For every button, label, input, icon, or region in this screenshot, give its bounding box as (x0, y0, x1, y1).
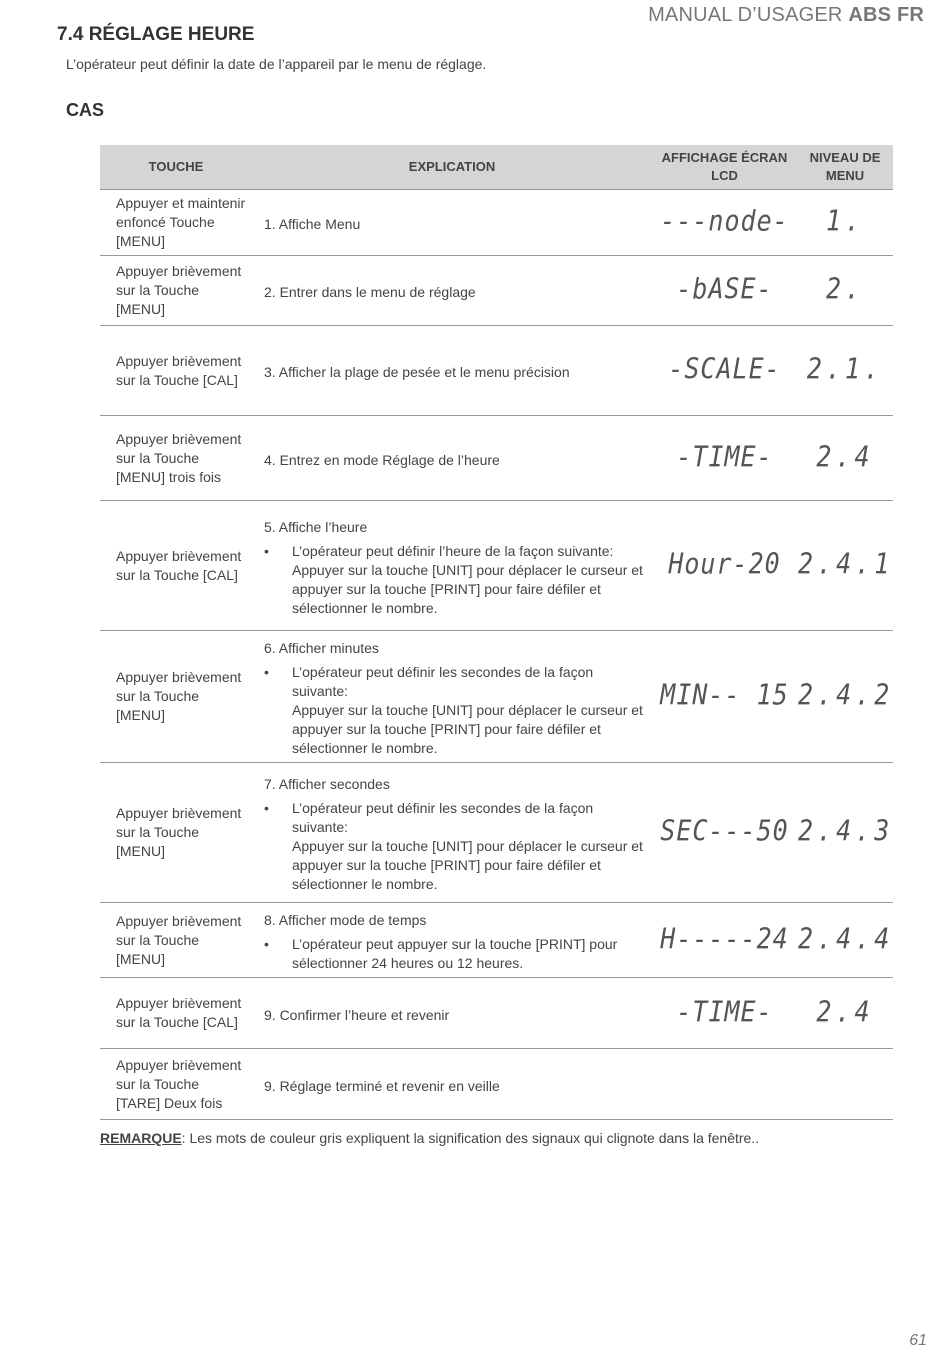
menu-level-text: 2. (825, 271, 865, 306)
explication-text: 6. Afficher minutes (264, 640, 379, 656)
menu-level-cell (797, 326, 893, 416)
explication-cell (252, 763, 652, 903)
remark-text: : Les mots de couleur gris expliquent la signification des signaux qui clignote dans la fenêtre.. (181, 1130, 760, 1146)
bullet-text: L’opérateur peut définir les secondes de la façon suivante: (292, 664, 594, 699)
lcd-cell (652, 1049, 797, 1120)
settings-table (100, 145, 893, 1120)
lcd-display-text: -TIME- (676, 994, 773, 1028)
lcd-cell (652, 190, 797, 256)
explication-cell (252, 1049, 652, 1120)
menu-level-text: 2.4.4 (798, 921, 894, 955)
touche-cell: Appuyer brièvement sur la Touche [TARE] Deux fois (100, 1049, 252, 1120)
table-row (100, 903, 893, 978)
bullet-continuation: Appuyer sur la touche [UNIT] pour déplacer le curseur et appuyer sur la touche [PRINT] pour faire défiler et sélectionner le nombre. (292, 838, 643, 892)
lcd-cell (652, 416, 797, 501)
table-row (100, 763, 893, 903)
explication-cell (252, 416, 652, 501)
language-code: FR (896, 4, 924, 26)
touche-cell: Appuyer brièvement sur la Touche [CAL] (100, 501, 252, 631)
lcd-cell (652, 326, 797, 416)
explication-text: 5. Affiche l’heure (264, 518, 368, 535)
menu-level-cell (797, 501, 893, 631)
explication-text: 7. Afficher secondes (264, 776, 390, 792)
explication-text: 2. Entrer dans le menu de réglage (264, 284, 476, 300)
bullet-text: L’opérateur peut appuyer sur la touche [PRINT] pour sélectionner 24 heures ou 12 heures. (292, 936, 618, 971)
table-header-row (100, 145, 893, 190)
table-row (100, 416, 893, 501)
lcd-display-text: MIN-- 15 (660, 677, 789, 712)
explication-cell (252, 501, 652, 631)
bullet-continuation: Appuyer sur la touche [UNIT] pour déplacer le curseur et appuyer sur la touche [PRINT] pour faire défiler et sélectionner le nombre. (292, 561, 643, 616)
explication-text: 8. Afficher mode de temps (264, 912, 427, 928)
menu-level-text: 2.4.3 (798, 813, 894, 848)
lcd-cell (652, 763, 797, 903)
explication-cell (252, 903, 652, 978)
explication-cell (252, 631, 652, 763)
bullet-item (264, 935, 644, 973)
explication-cell (252, 190, 652, 256)
menu-level-text: 1. (825, 203, 865, 238)
menu-level-text: 2.1. (806, 351, 884, 386)
menu-level-text: 2.4 (816, 994, 874, 1028)
lcd-cell (652, 978, 797, 1049)
remark-note (100, 1130, 759, 1146)
manual-label: MANUAL D’USAGER (648, 4, 843, 26)
bullet-item (264, 542, 644, 618)
table-row (100, 631, 893, 763)
menu-level-cell (797, 190, 893, 256)
explication-text: 9. Réglage terminé et revenir en veille (264, 1077, 500, 1094)
table-row (100, 978, 893, 1049)
menu-level-cell (797, 256, 893, 326)
menu-level-text: 2.4.2 (798, 677, 894, 712)
explication-text: 3. Afficher la plage de pesée et le menu précision (264, 364, 570, 380)
bullet-dot-icon: • (264, 936, 269, 952)
touche-cell: Appuyer brièvement sur la Touche [MENU] (100, 631, 252, 763)
model-name: ABS (848, 4, 892, 26)
menu-level-cell (797, 631, 893, 763)
column-header-lcd: AFFICHAGE ÉCRAN LCD (652, 145, 797, 190)
manual-header (648, 4, 924, 27)
lcd-display-text: -bASE- (676, 271, 773, 306)
lcd-display-text: Hour-20 (668, 546, 781, 581)
table-row (100, 190, 893, 256)
bullet-dot-icon: • (264, 542, 269, 559)
table-row (100, 326, 893, 416)
bullet-text: L’opérateur peut définir l’heure de la façon suivante: (292, 542, 614, 559)
lcd-display-text: H-----24 (660, 921, 789, 955)
touche-cell: Appuyer brièvement sur la Touche [MENU] trois fois (100, 416, 252, 501)
touche-cell: Appuyer brièvement sur la Touche [MENU] (100, 763, 252, 903)
menu-level-cell (797, 978, 893, 1049)
lcd-cell (652, 256, 797, 326)
section-intro: L’opérateur peut définir la date de l’appareil par le menu de réglage. (66, 56, 487, 72)
menu-level-text: 2.4 (816, 439, 874, 473)
table-row (100, 1049, 893, 1120)
menu-level-cell (797, 903, 893, 978)
table-row (100, 256, 893, 326)
touche-cell: Appuyer brièvement sur la Touche [MENU] (100, 903, 252, 978)
lcd-display-text: -TIME- (676, 439, 773, 473)
touche-cell: Appuyer brièvement sur la Touche [CAL] (100, 978, 252, 1049)
explication-cell (252, 326, 652, 416)
lcd-display-text: ---node- (660, 203, 789, 238)
menu-level-cell (797, 1049, 893, 1120)
bullet-dot-icon: • (264, 800, 269, 816)
explication-cell (252, 978, 652, 1049)
lcd-cell (652, 501, 797, 631)
bullet-dot-icon: • (264, 664, 269, 680)
menu-level-cell (797, 763, 893, 903)
bullet-item (264, 663, 644, 758)
remark-label: REMARQUE (100, 1130, 182, 1146)
touche-cell: Appuyer brièvement sur la Touche [MENU] (100, 256, 252, 326)
touche-cell: Appuyer et maintenir enfoncé Touche [MENU] (100, 190, 252, 256)
column-header-niveau: NIVEAU DE MENU (797, 145, 893, 190)
explication-cell (252, 256, 652, 326)
column-header-touche: TOUCHE (100, 145, 252, 190)
menu-level-text: 2.4.1 (798, 546, 894, 581)
lcd-display-text: SEC---50 (660, 813, 789, 848)
bullet-item (264, 799, 644, 894)
explication-text: 4. Entrez en mode Réglage de l’heure (264, 451, 500, 468)
explication-text: 9. Confirmer l’heure et revenir (264, 1006, 450, 1023)
table-row (100, 501, 893, 631)
menu-level-cell (797, 416, 893, 501)
section-title: 7.4 RÉGLAGE HEURE (57, 24, 255, 45)
column-header-explication: EXPLICATION (252, 145, 652, 190)
explication-text: 1. Affiche Menu (264, 216, 361, 232)
lcd-cell (652, 903, 797, 978)
case-subtitle: CAS (66, 100, 105, 120)
bullet-continuation: Appuyer sur la touche [UNIT] pour déplacer le curseur et appuyer sur la touche [PRINT] pour faire défiler et sélectionner le nombre. (292, 702, 643, 756)
bullet-text: L’opérateur peut définir les secondes de la façon suivante: (292, 800, 594, 835)
lcd-display-text: -SCALE- (668, 351, 781, 386)
page-number: 61 (909, 1332, 927, 1349)
touche-cell: Appuyer brièvement sur la Touche [CAL] (100, 326, 252, 416)
lcd-cell (652, 631, 797, 763)
